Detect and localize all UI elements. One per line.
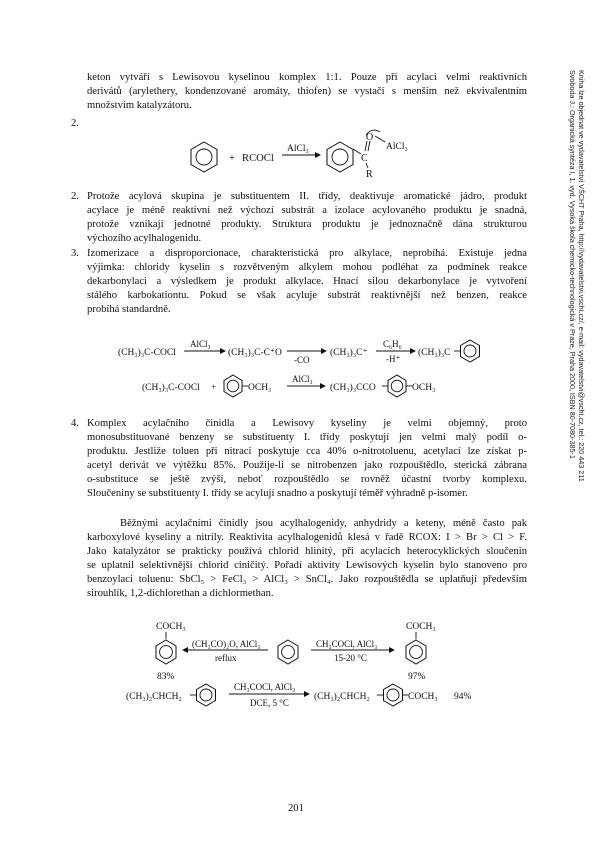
item2-line-3: protože vznikají jednotné produkty. Struktura produktu je jednoznačně dána strukturou	[87, 219, 527, 230]
item3-line-1: Izomerizace a disproporcionace, charakteristická pro alkylace, neprobíhá. Existuje jedna	[87, 248, 527, 259]
sidebar-line-2: Kniha lze objednat ve vydavatelství VŠCHT Praha, http://vydavatelstvi.vscht.cz/, e-mail: vydavatelstvi@vscht.cz, tel.: 220 443 211	[577, 70, 586, 482]
item4-line-1: Komplex acylačního činidla a Lewisovy kyseliny je velmi objemný, proto	[87, 418, 527, 429]
benzene-ring-acetophenone-left	[156, 640, 176, 664]
scheme3-left-yield: 83%	[157, 672, 175, 682]
para-line-2: karboxylové kyseliny a nitrily. Reaktivita acylhalogenidů klesá v řadě RCOX: I > Br > Cl > F.	[87, 532, 527, 543]
scheme1-reagent: RCOCl	[242, 153, 274, 164]
para-line-1: Běžnými acylačními činidly jsou acylhalogenidy, anhydridy a keteny, méně často pak	[120, 518, 527, 529]
scheme2-row2-plus: +	[211, 383, 217, 393]
scheme2-row2-product-left: (CH₃)₃CCO	[330, 383, 376, 393]
item3-line-3: dekarbonylaci a výsledkem je produkt alkylace. Hnací silou dekarbonylace je vytvoření	[87, 276, 527, 287]
scheme3-row2-arrow-bottom: DCE, 5 °C	[250, 698, 289, 708]
scheme3-row2-start: (CH₃)₂CHCH₂	[126, 692, 182, 702]
scheme3-row2-yield: 94%	[454, 692, 472, 702]
item4-line-5: o-substituce se ještě zvýší, neboť rozpouštědlo se rovněž účastní tvorby komplexu.	[87, 474, 527, 485]
benzene-ring-ibuprofen-precursor	[384, 684, 403, 706]
scheme1-product-oxygen: O	[366, 132, 374, 143]
benzene-ring-center	[278, 640, 298, 664]
scheme2-row2-start: (CH₃)₃C-COCl	[142, 383, 200, 393]
para-line-5: benzoylaci toluenu: SbCl₅ > FeCl₃ > AlCl₃ > SnCl₄. Jako rozpouštědla se uplatňují především	[87, 574, 527, 585]
item3-line-2: výjimka: chloridy kyselin s rozvětveným alkylem mohou podléhat za podmínek reakce	[87, 262, 527, 273]
scheme2-row1-arrow1-label: AlCl₃	[190, 339, 211, 349]
scheme2-row2-och3: OCH₃	[248, 383, 272, 393]
scheme2-row1-arrow3-bottom: -H⁺	[386, 354, 401, 364]
intro-line-3: množstvím katalyzátoru.	[87, 100, 192, 111]
item3-line-4: stálého karbokationtu. Pokud se však acyluje substrát reaktivnější než benzen, reakce	[87, 290, 527, 301]
page-number: 201	[288, 803, 304, 814]
item3-line-5: probíhá standardně.	[87, 304, 171, 315]
scheme2-row1-product: (CH₃)₃C	[418, 348, 451, 358]
item4-line-4: acetyl derivát ve výtěžku 85%. Použije-li se nitrobenzen jako rozpouštědlo, sterická zábrana	[87, 460, 527, 471]
scheme3-right-yield: 97%	[408, 672, 426, 682]
scheme2-row1-cation: (CH₃)₃C⁺	[330, 348, 368, 358]
scheme3-left-arrow-top: (CH₃CO)₂O, AlCl₃	[192, 639, 261, 649]
scheme3-row2-product-left: (CH₃)₂CHCH₂	[314, 692, 370, 702]
sidebar-line-1: Svoboda J.: Organická syntéza I, 1. vyd. Vysoká škola chemicko-technologická v Praze, Praha 2000, ISBN 80-7080-385-1	[568, 70, 577, 459]
scheme3-row2-arrow-top: CH₃COCl, AlCl₃	[234, 682, 296, 692]
scheme1-product-carbon: C	[361, 153, 368, 164]
scheme3-right-arrow-top: CH₃COCl, AlCl₃	[316, 639, 378, 649]
scheme1-product-r: R	[366, 169, 373, 180]
intro-line-2: derivátů (arylethery, kondenzované aromáty, thiofen) se vystačí s menším než ekvivalentním	[87, 86, 527, 97]
benzene-ring-isobutyl	[197, 684, 216, 706]
scheme2-row1-acylium: (CH₃)₃C-C⁺O	[228, 348, 282, 358]
para-line-3: Jako katalyzátor se prakticky používá chlorid hlinitý, při acylacích heterocyklických sloučenin	[87, 546, 527, 557]
item4-number: 4.	[71, 418, 79, 429]
item4-line-2: monosubstituované benzeny se substituenty I. třídy poskytují jen velmi malý podíl o-	[87, 432, 527, 443]
para-line-4: se uplatnil selektivnější chlorid ciničitý. Pořadí aktivity Lewisových kyselin bylo stanoveno pro	[87, 560, 527, 571]
item4-line-3: produktu. Jestliže toluen při nitraci poskytuje cca 40% o-nitrotoluenu, acetylací lze získat p-	[87, 446, 527, 457]
scheme1-plus: +	[229, 153, 235, 164]
para-line-6: sirouhlík, 1,2-dichlorethan a dichlormethan.	[87, 588, 274, 599]
benzene-ring-acetophenone-right	[406, 640, 426, 664]
scheme2-row1-arrow3-top: C₆H₆	[383, 339, 402, 349]
scheme2-row1-start: (CH₃)₃C-COCl	[118, 348, 176, 358]
item2-line-4: výchozího acylhalogenidu.	[87, 233, 202, 244]
intro-line-1: keton vytváří s Lewisovou kyselinou komplex 1:1. Pouze při acylaci velmi reaktivních	[87, 72, 527, 83]
scheme3-left-arrow-bottom: reflux	[215, 653, 237, 663]
item2-number: 2.	[71, 191, 79, 202]
list-label-2: 2.	[71, 118, 79, 129]
scheme1-product-alcl3: AlCl₃	[386, 142, 408, 152]
item3-number: 3.	[71, 248, 79, 259]
scheme2-row1-arrow2-label: -CO	[294, 355, 310, 365]
scheme3-row2-product-right: COCH₃	[408, 692, 438, 702]
item2-line-2: acylace je méně reaktivní než výchozí substrát a izolace acylovaného produktu je snadná,	[87, 205, 527, 216]
scheme3-right-coch3: COCH₃	[406, 622, 436, 632]
scheme3-left-coch3: COCH₃	[156, 622, 186, 632]
scheme2-row2-arrow-label: AlCl₃	[292, 374, 313, 384]
scheme1-arrow-label: AlCl₃	[287, 144, 309, 154]
item2-line-1: Protože acylová skupina je substituentem II. třídy, deaktivuje aromatické jádro, produkt	[87, 191, 527, 202]
item4-line-6: Sloučeniny se substituenty I. třídy se acylují snadno a poskytují téměř výhradně p-isomer.	[87, 488, 468, 499]
scheme2-row2-product-och3: OCH₃	[412, 383, 436, 393]
scheme3-right-arrow-bottom: 15-20 °C	[334, 653, 367, 663]
